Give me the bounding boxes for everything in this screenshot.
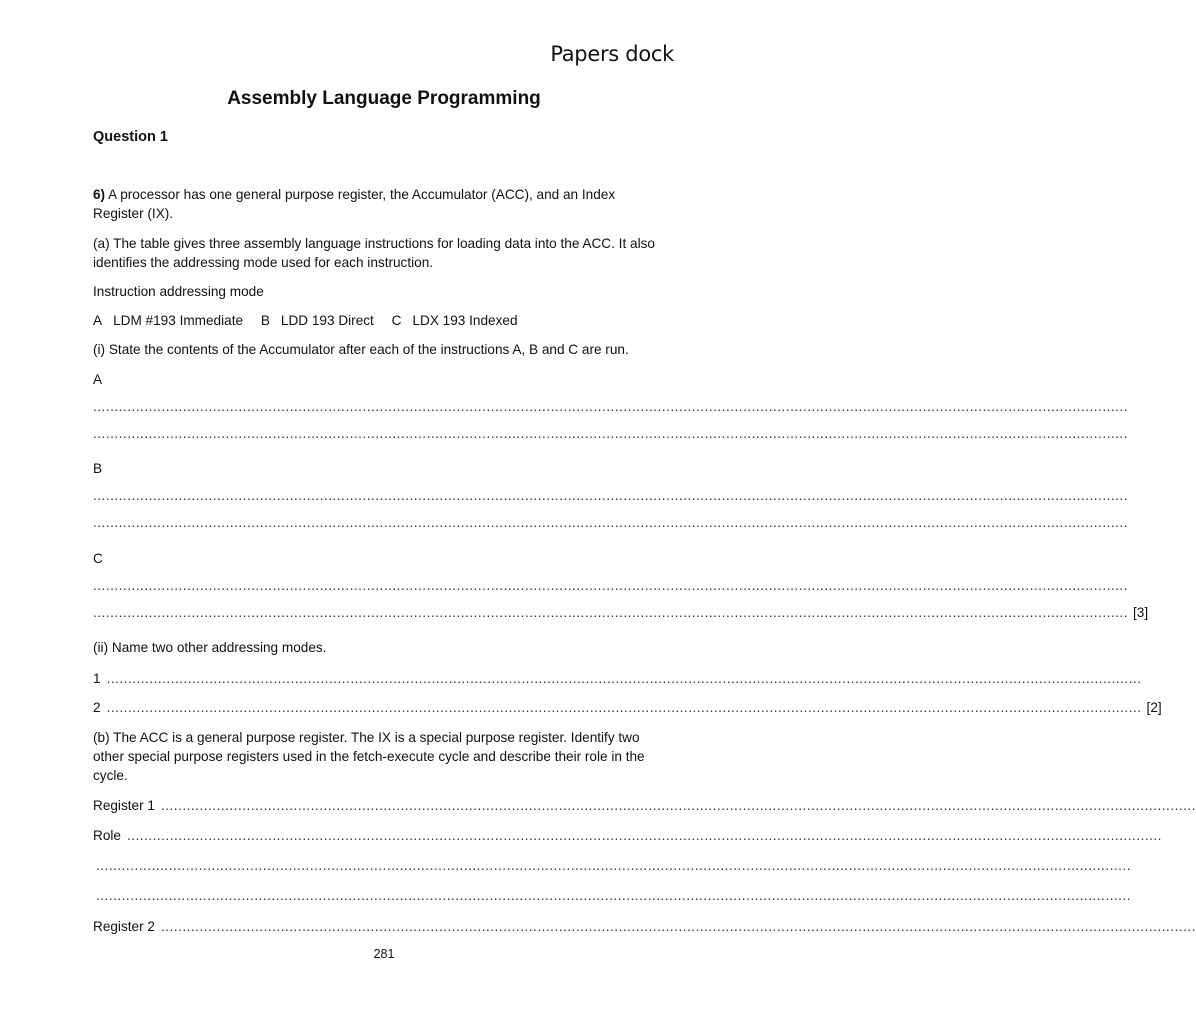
question-number: 6) — [93, 187, 106, 202]
part-a-line-1: (a) The table gives three assembly language instructions for loading data into the ACC. It also — [93, 236, 655, 251]
answer-label-c: C — [93, 551, 103, 566]
instruction-table-header: Instruction addressing mode — [93, 284, 264, 299]
marks-a-ii: [2] — [1146, 700, 1162, 715]
intro-line-2: Register (IX). — [93, 206, 174, 221]
answer-line-mode-1[interactable]: 1 .................................................................................................................................................................................................................................................. — [93, 671, 1142, 686]
brand-logo-text: Papers dock — [550, 42, 674, 66]
intro-line-1 — [93, 185, 615, 204]
answer-line-c2[interactable]: .................................................................................................................................................................................................................................................. [3] — [93, 605, 1149, 620]
answer-line-b2[interactable]: .................................................................................................................................................................................................................................................. — [93, 515, 1128, 530]
answer-line-a1[interactable]: .................................................................................................................................................................................................................................................. — [93, 399, 1128, 414]
page-title: Assembly Language Programming — [227, 88, 541, 109]
part-b-line-1: (b) The ACC is a general purpose register. The IX is a special purpose register. Identify two — [93, 730, 640, 745]
answer-line-register-1[interactable]: Register 1 .................................................................................................................................................................................................................................................. — [93, 798, 1196, 813]
part-a-line-2: identifies the addressing mode used for each instruction. — [93, 255, 434, 270]
answer-line-role[interactable]: Role .................................................................................................................................................................................................................................................. — [93, 828, 1162, 843]
instruction-b: B LDD 193 Direct — [260, 313, 374, 328]
answer-line-role-2[interactable]: .................................................................................................................................................................................................................................................. — [96, 858, 1131, 873]
answer-label-a: A — [93, 372, 103, 387]
intro-text-1: A processor has one general purpose register, the Accumulator (ACC), and an Index — [105, 187, 616, 202]
part-a-ii-prompt: (ii) Name two other addressing modes. — [93, 640, 327, 655]
instruction-a: A LDM #193 Immediate — [93, 313, 244, 328]
answer-line-mode-2[interactable]: 2 .................................................................................................................................................................................................................................................. [2] — [93, 700, 1162, 715]
answer-line-c1[interactable]: .................................................................................................................................................................................................................................................. — [93, 578, 1128, 593]
page-number: 281 — [373, 947, 395, 961]
instruction-c: C LDX 193 Indexed — [391, 313, 518, 328]
answer-label-b: B — [93, 461, 103, 476]
answer-line-role-3[interactable]: .................................................................................................................................................................................................................................................. — [96, 888, 1131, 903]
answer-line-a2[interactable]: .................................................................................................................................................................................................................................................. — [93, 426, 1128, 441]
instruction-row — [93, 311, 532, 330]
question-heading: Question 1 — [93, 129, 168, 145]
part-a-i-prompt: (i) State the contents of the Accumulator after each of the instructions A, B and C are run. — [93, 342, 629, 357]
answer-line-b1[interactable]: .................................................................................................................................................................................................................................................. — [93, 488, 1128, 503]
marks-a-i: [3] — [1132, 605, 1149, 620]
answer-line-register-2[interactable]: Register 2 .................................................................................................................................................................................................................................................. — [93, 919, 1196, 934]
part-b-line-2: other special purpose registers used in the fetch-execute cycle and describe their role in the — [93, 749, 645, 764]
part-b-line-3: cycle. — [93, 768, 128, 783]
